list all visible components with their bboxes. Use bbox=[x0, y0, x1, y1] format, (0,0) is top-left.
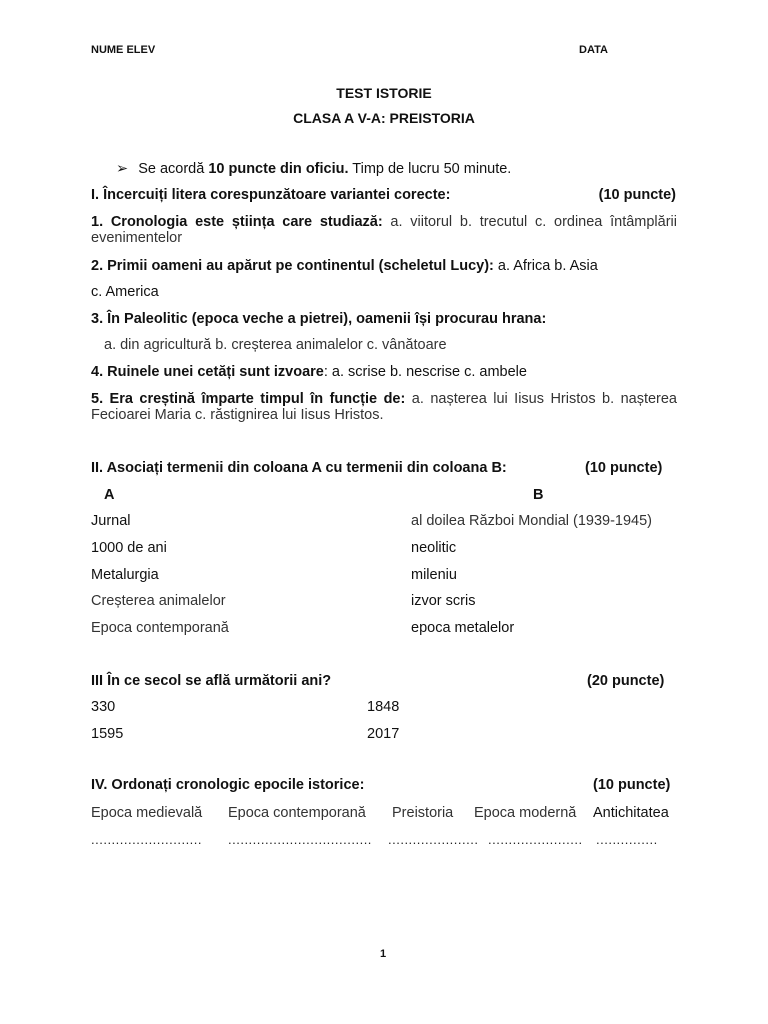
date-label: DATA bbox=[579, 44, 608, 56]
intro-line bbox=[116, 161, 511, 177]
question-4-options: : a. scrise b. nescrise c. ambele bbox=[323, 364, 527, 380]
col-a-item: Metalurgia bbox=[91, 567, 159, 583]
epoch-item: Preistoria bbox=[392, 805, 454, 821]
intro-pre: Se acordă bbox=[138, 161, 209, 177]
question-3-text: 3. În Paleolitic (epoca veche a pietrei), oamenii își procurau hrana: bbox=[91, 311, 547, 327]
epoch-item: Epoca medievală bbox=[91, 805, 203, 821]
year-item: 1848 bbox=[367, 699, 400, 715]
page-number: 1 bbox=[380, 948, 387, 960]
year-item: 1595 bbox=[91, 726, 124, 742]
section2-heading: II. Asociați termenii din coloana A cu termenii din coloana B: bbox=[91, 460, 507, 476]
answer-blank[interactable]: ...................... bbox=[388, 832, 479, 847]
question-2-text: 2. Primii oameni au apărut pe continentul (scheletul Lucy): bbox=[91, 258, 494, 274]
section4-heading: IV. Ordonați cronologic epocile istorice: bbox=[91, 777, 365, 793]
intro-post: Timp de lucru 50 minute. bbox=[348, 161, 512, 177]
bullet-arrow-icon: ➢ bbox=[116, 161, 129, 177]
question-1 bbox=[91, 214, 677, 246]
year-item: 330 bbox=[91, 699, 116, 715]
col-a-item: 1000 de ani bbox=[91, 540, 167, 556]
answer-blank[interactable]: ............... bbox=[596, 832, 658, 847]
question-2-option-c: c. America bbox=[91, 284, 159, 300]
col-b-item: epoca metalelor bbox=[411, 620, 515, 636]
answer-blank[interactable]: ....................... bbox=[488, 832, 583, 847]
epoch-item: Antichitatea bbox=[593, 805, 669, 821]
question-5-text: 5. Era creștină împarte timpul în funcție de: bbox=[91, 391, 406, 407]
col-b-item: izvor scris bbox=[411, 593, 476, 609]
intro-bold: 10 puncte din oficiu. bbox=[208, 161, 349, 177]
question-4 bbox=[91, 364, 527, 380]
student-name-label: NUME ELEV bbox=[91, 44, 156, 56]
col-a-item: Epoca contemporană bbox=[91, 620, 229, 636]
section2-points: (10 puncte) bbox=[585, 460, 663, 476]
question-4-text: 4. Ruinele unei cetăți sunt izvoare bbox=[91, 364, 324, 380]
epoch-item: Epoca modernă bbox=[474, 805, 577, 821]
question-5-options: a. nașterea lui Iisus Hristos b. nașterea Fecioarei Maria c. răstignirea lui Iisus Hristos. bbox=[91, 391, 677, 423]
question-2-options: a. Africa b. Asia bbox=[493, 258, 598, 274]
question-5 bbox=[91, 391, 677, 423]
column-a-header: A bbox=[104, 487, 115, 503]
section1-heading: I. Încercuiți litera corespunzătoare variantei corecte: bbox=[91, 187, 451, 203]
section4-points: (10 puncte) bbox=[593, 777, 671, 793]
col-a-item: Jurnal bbox=[91, 513, 131, 529]
answer-blank[interactable]: ................................... bbox=[228, 832, 372, 847]
test-subtitle: CLASA A V-A: PREISTORIA bbox=[293, 110, 475, 126]
epoch-item: Epoca contemporană bbox=[228, 805, 366, 821]
question-3-options: a. din agricultură b. creșterea animalelor c. vânătoare bbox=[104, 337, 447, 353]
col-b-item: neolitic bbox=[411, 540, 457, 556]
question-1-options: a. viitorul b. trecutul c. ordinea întâmplării evenimentelor bbox=[91, 214, 677, 246]
col-a-item: Creșterea animalelor bbox=[91, 593, 226, 609]
col-b-item: mileniu bbox=[411, 567, 457, 583]
question-1-text: 1. Cronologia este știința care studiază: bbox=[91, 214, 383, 230]
section3-heading: III În ce secol se află următorii ani? bbox=[91, 673, 332, 689]
column-b-header: B bbox=[533, 487, 544, 503]
year-item: 2017 bbox=[367, 726, 400, 742]
question-2 bbox=[91, 258, 598, 274]
section3-points: (20 puncte) bbox=[587, 673, 665, 689]
test-title: TEST ISTORIE bbox=[336, 85, 432, 101]
answer-blank[interactable]: ........................... bbox=[91, 832, 203, 847]
section1-points: (10 puncte) bbox=[598, 187, 676, 203]
col-b-item: al doilea Război Mondial (1939-1945) bbox=[411, 513, 653, 529]
